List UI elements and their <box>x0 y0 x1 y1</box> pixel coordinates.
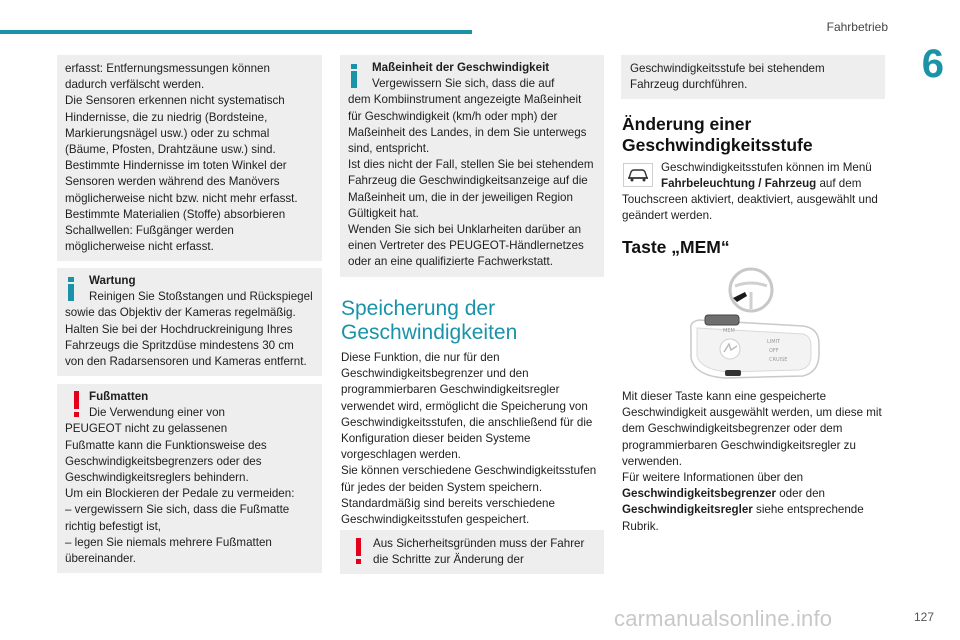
link-geschwindigkeitsregler: Geschwindigkeitsregler <box>622 503 753 517</box>
heading-aenderung: Änderung einer Geschwindigkeitsstufe <box>622 114 813 155</box>
masseinheit-title: Maßeinheit der Geschwindigkeit <box>372 61 550 74</box>
wartung-first-line: Reinigen Sie Stoßstangen und Rückspiegel <box>89 290 313 304</box>
link-geschwindigkeitsbegrenzer: Geschwindigkeitsbegrenzer <box>622 487 776 501</box>
info-masseinheit <box>340 55 604 277</box>
wartung-text: sowie das Objektiv der Kameras regelmäßig. Halten Sie bei der Hochdruckreinigung Ihres Fahrzeugs die Spritzdüse mindestens 30 cm von den Radarsensoren und Kameras entfernt. <box>65 306 307 369</box>
fussmatten-title: Fußmatten <box>89 390 149 403</box>
page-number: 127 <box>913 610 934 624</box>
stalk-label-mem: MEM <box>723 328 735 334</box>
sicherheit-text: Aus Sicherheitsgründen muss der Fahrer die Schritte zur Änderung der <box>373 537 585 567</box>
note-sensors <box>57 55 322 261</box>
stehend-text: Geschwindigkeitsstufe bei stehendem Fahrzeug durchführen. <box>630 62 825 92</box>
warning-fussmatten <box>57 384 322 573</box>
info-wartung <box>57 268 322 376</box>
watermark: carmanualsonline.info <box>614 606 833 631</box>
taste-mem-mid: oder den <box>776 487 825 501</box>
taste-mem-text: Mit dieser Taste kann eine gespeicherte Geschwindigkeit ausgewählt werden, um diese mit dem Geschwindigkeitsbegrenzer oder dem programmierbaren Geschwindigkeitsregler zu verwenden. Für weitere Informationen über den <box>622 390 882 485</box>
warning-icon <box>356 538 361 556</box>
fussmatten-first-line: Die Verwendung einer von <box>89 406 225 420</box>
stalk-label-off: OFF <box>769 348 779 354</box>
header-accent-bar <box>0 30 472 34</box>
aenderung-line1: Geschwindigkeitsstufen können im Menü <box>661 161 872 174</box>
car-menu-icon <box>623 163 653 187</box>
masseinheit-first-line: Vergewissern Sie sich, dass die auf <box>372 77 555 91</box>
aenderung-line2 <box>661 176 891 192</box>
speed-control-stalk <box>691 315 819 378</box>
warning-icon <box>74 391 79 409</box>
speicherung-body: Diese Funktion, die nur für den Geschwindigkeitsbegrenzer und den programmierbaren Geschwindigkeitsregler verwendet wird, ermöglicht die Speicherung von Geschwindigkeitsstufen, die anschließend für die Konfiguration dieser beiden Systeme vorgeschlagen werden. Sie können verschiedene Geschwindigkeitsstufen für jedes der beiden System speichern. Standardmäßig sind bereits verschiedene Geschwindigkeitsstufen gespeichert. <box>341 351 597 527</box>
fussmatten-text: PEUGEOT nicht zu gelassenen Fußmatte kann die Funktionsweise des Geschwindigkeitsbegrenzers oder des Geschwindigkeitsreglers behindern. Um ein Blockieren der Pedale zu vermeiden: – vergewissern Sie sich, dass die Fußmatte richtig befestigt ist, – legen Sie niemals mehrere Fußmatten übereinander. <box>65 422 295 566</box>
wartung-title: Wartung <box>89 274 136 287</box>
mem-button-illustration <box>685 262 825 384</box>
stalk-label-limit: LIMIT <box>767 339 781 345</box>
aenderung-line2-rest: auf dem <box>816 177 862 190</box>
info-icon <box>68 284 74 301</box>
warning-sicherheit <box>340 530 604 574</box>
taste-mem-end: siehe entsprechende Rubrik. <box>622 503 864 533</box>
chapter-number: 6 <box>921 42 944 86</box>
stalk-label-cruise: CRUISE <box>769 357 788 363</box>
heading-speicherung: Speicherung der Geschwindigkeiten <box>341 297 518 344</box>
aenderung-body: Touchscreen aktiviert, deaktiviert, ausgewählt und geändert werden. <box>622 193 878 223</box>
masseinheit-text: dem Kombiinstrument angezeigte Maßeinheit für Geschwindigkeit (km/h oder mph) der Maßeinheit des Landes, in dem Sie unterwegs sind, entspricht. Ist dies nicht der Fall, stellen Sie bei stehendem Fahrzeug die Geschwindigkeitsanzeige auf die Maßeinheit um, die in der jeweiligen Region Gültigkeit hat. Wenden Sie sich bei Unklarheiten darüber an einen Vertreter des PEUGEOT-Händlernetzes oder an eine qualifizierte Fachwerkstatt. <box>348 93 594 269</box>
note-stehend <box>621 55 885 99</box>
steering-wheel-icon <box>730 269 772 311</box>
section-title: Fahrbetrieb <box>826 20 888 34</box>
info-icon <box>351 71 357 88</box>
heading-taste-mem: Taste „MEM“ <box>622 237 730 257</box>
sensors-text: erfasst: Entfernungsmessungen können dadurch verfälscht werden. Die Sensoren erkennen nicht systematisch Hindernisse, die zu niedrig (Bordsteine, Markierungsnägel usw.) oder zu schmal (Bäume, Pfosten, Drahtzäune usw.) sind. Bestimmte Hindernisse im toten Winkel der Sensoren werden während des Manövers möglicherweise nicht bzw. nicht mehr erfasst. Bestimmte Materialien (Stoffe) absorbieren Schallwellen: Fußgänger werden möglicherweise nicht erfasst. <box>65 62 298 254</box>
taste-mem-body <box>622 389 884 535</box>
menu-path: Fahrbeleuchtung / Fahrzeug <box>661 177 817 190</box>
